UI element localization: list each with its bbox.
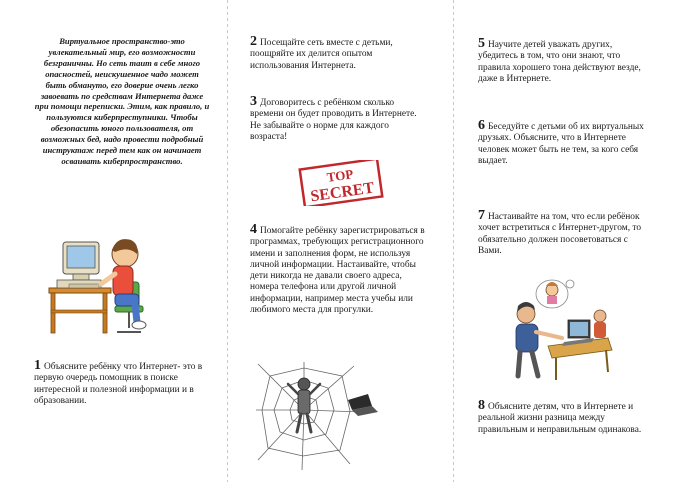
tip-text: Договоритесь с ребёнком сколько времени он будет проводить в Интернете. Не забывайте о норме для каждого возраста! <box>250 98 417 142</box>
tip-number: 6 <box>478 118 485 133</box>
tip-text: Беседуйте с детьми об их виртуальных друзьях. Объясните, что в Интернете человек может быть не тем, за кого себя выдает. <box>478 122 644 166</box>
tip-text: Посещайте сеть вместе с детьми, поощряйте их делится опытом использования Интернета. <box>250 38 393 71</box>
tip-text: Настаивайте на том, что если ребёнок хочет встретиться с Интернет-другом, то обязательно должен посоветоваться с Вами. <box>478 212 642 256</box>
stamp-line1: TOP <box>325 166 355 185</box>
tip-text: Научите детей уважать других, убедитесь в том, что они знают, что правила хорошего тона действуют везде, даже в Интернете. <box>478 40 641 84</box>
tip-4 <box>250 224 430 316</box>
stamp-line2: SECRET <box>309 179 376 206</box>
tip-number: 4 <box>250 222 257 237</box>
tip-6 <box>478 120 650 167</box>
child-computer-illustration <box>45 226 165 341</box>
intro-paragraph: Виртуальное пространство-это увлекательный мир, его возможности безграничны. Но сеть таит в себе много опасностей, неискушенное чадо может быть обмануто, его доверие очень легко завоевать по средствам Интернета даже при помощи переписки. Этим, как правило, и пользуются киберпреступники. Чтобы обезопасить юного пользователя, от возможных бед, надо провести подробный инструктаж перед тем как он начинает осваивать киберпространство. <box>34 36 210 166</box>
tip-number: 2 <box>250 34 257 49</box>
tip-3 <box>250 96 426 143</box>
tip-number: 3 <box>250 94 257 109</box>
tip-2 <box>250 36 426 72</box>
tip-8 <box>478 400 650 436</box>
tip-number: 8 <box>478 398 485 413</box>
tip-5 <box>478 38 650 85</box>
spider-web-illustration <box>254 360 414 472</box>
tip-number: 5 <box>478 36 485 51</box>
tip-text: Помогайте ребёнку зарегистрироваться в программах, требующих регистрационного имени и заполнения форм, не используя личной информации. Настаивайте, чтобы дети никогда не давали своего адреса, номера телефона или другой личной информации, например места учебы или любимого места для прогулки. <box>250 226 425 316</box>
tip-text: Объясните ребёнку что Интернет- это в первую очередь помощник в поиске интересной и полезной информации и в образовании. <box>34 362 203 406</box>
stranger-online-illustration <box>504 276 614 384</box>
tip-text: Объясните детям, что в Интернете и реальной жизни разница между правильным и неправильным одинакова. <box>478 402 642 435</box>
tip-number: 7 <box>478 208 485 223</box>
fold-line-left <box>227 0 228 482</box>
fold-line-right <box>453 0 454 482</box>
tip-7 <box>478 210 650 257</box>
tip-number: 1 <box>34 358 41 373</box>
top-secret-stamp <box>296 160 386 206</box>
tip-1 <box>34 360 212 407</box>
